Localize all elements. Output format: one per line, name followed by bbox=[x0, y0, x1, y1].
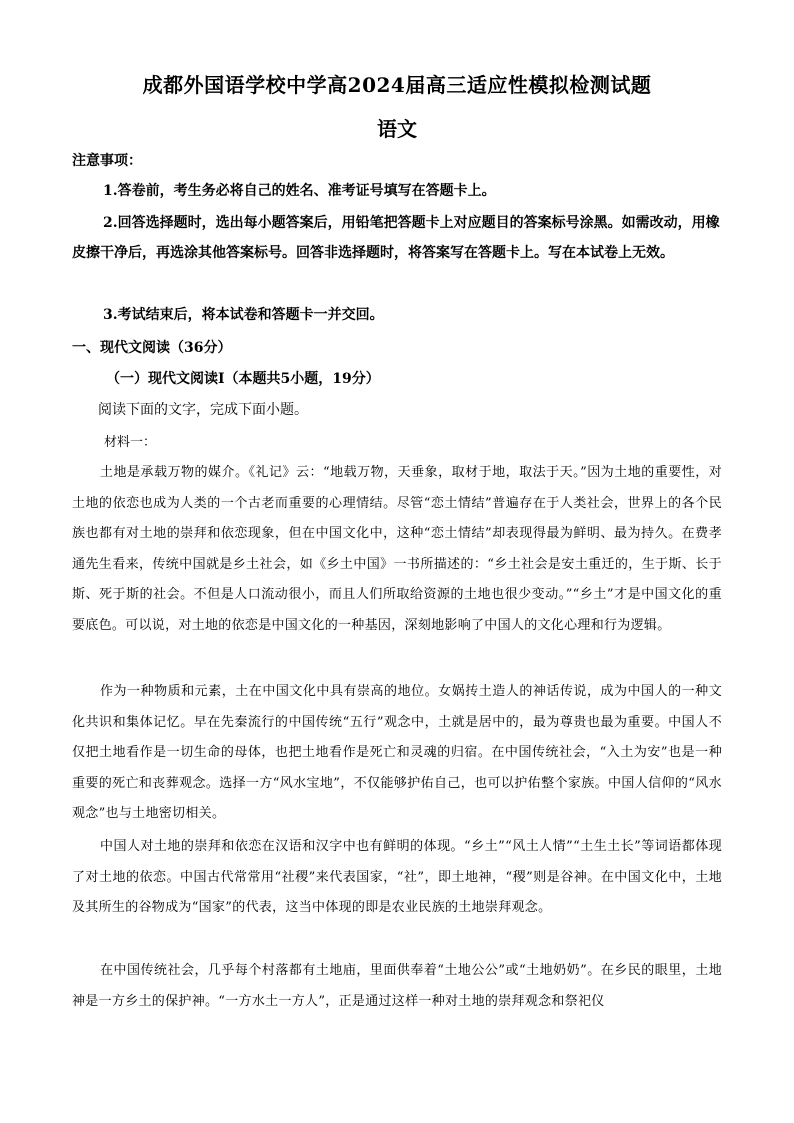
subsection-heading: （一）现代文阅读Ⅰ（本题共5小题，19分） bbox=[106, 371, 380, 387]
notice-item-2: 2.回答选择题时，选出每小题答案后，用铅笔把答题卡上对应题目的答案标号涂黑。如需改动，用橡皮擦干净后，再选涂其他答案标号。回答非选择题时，将答案写在答题卡上。写在本试卷上无效。 bbox=[72, 215, 720, 261]
passage-paragraph-1: 土地是承载万物的媒介。《礼记》云：“地载万物，天垂象，取材于地，取法于天。”因为土地的重要性，对土地的依恋也成为人类的一个古老而重要的心理情结。尽管“恋土情结”普遍存在于人类社会，世界上的各个民族也都有对土地的崇拜和依恋现象，但在中国文化中，这种“恋土情结”却表现得最为鲜明、最为持久。在费孝通先生看来，传统中国就是乡土社会，如《乡土中国》一书所描述的：“乡土社会是安土重迁的，生于斯、长于斯、死于斯的社会。不但是人口流动很小，而且人们所取给资源的土地也很少变动。”“乡土”才是中国文化的重要底色。可以说，对土地的依恋是中国文化的一种基因，深刻地影响了中国人的文化心理和行为逻辑。 bbox=[72, 465, 722, 633]
subject-title: 语文 bbox=[377, 117, 417, 141]
passage-paragraph-3: 中国人对土地的崇拜和依恋在汉语和汉字中也有鲜明的体现。“乡土”“风土人情”“土生土长”等词语都体现了对土地的依恋。中国古代常常用“社稷”来代表国家，“社”，即土地神，“稷”则是谷神。在中国文化中，土地及其所生的谷物成为“国家”的代表，这当中体现的即是农业民族的土地崇拜观念。 bbox=[72, 839, 722, 915]
material-label: 材料一： bbox=[104, 435, 157, 450]
section-heading: 一、现代文阅读（36分） bbox=[72, 340, 232, 356]
reading-instruction: 阅读下面的文字，完成下面小题。 bbox=[98, 402, 308, 418]
notice-item-3: 3.考试结束后，将本试卷和答题卡一并交回。 bbox=[103, 307, 384, 323]
exam-title: 成都外国语学校中学高2024届高三适应性模拟检测试题 bbox=[142, 73, 652, 97]
passage-paragraph-4: 在中国传统社会，几乎每个村落都有土地庙，里面供奉着“土地公公”或“土地奶奶”。在乡民的眼里，土地神是一方乡土的保护神。“一方水土一方人”，正是通过这样一种对土地的崇拜观念和祭祀仪 bbox=[72, 963, 722, 1009]
notice-heading: 注意事项： bbox=[72, 153, 142, 169]
passage-paragraph-2: 作为一种物质和元素，土在中国文化中具有崇高的地位。女娲抟土造人的神话传说，成为中国人的一种文化共识和集体记忆。早在先秦流行的中国传统“五行”观念中，土就是居中的，最为尊贵也最为重要。中国人不仅把土地看作是一切生命的母体，也把土地看作是死亡和灵魂的归宿。在中国传统社会，“入土为安”也是一种重要的死亡和丧葬观念。选择一方“风水宝地”，不仅能够护佑自己，也可以护佑整个家族。中国人信仰的“风水观念”也与土地密切相关。 bbox=[72, 684, 722, 821]
notice-item-1: 1.答卷前，考生务必将自己的姓名、准考证号填写在答题卡上。 bbox=[103, 183, 496, 199]
